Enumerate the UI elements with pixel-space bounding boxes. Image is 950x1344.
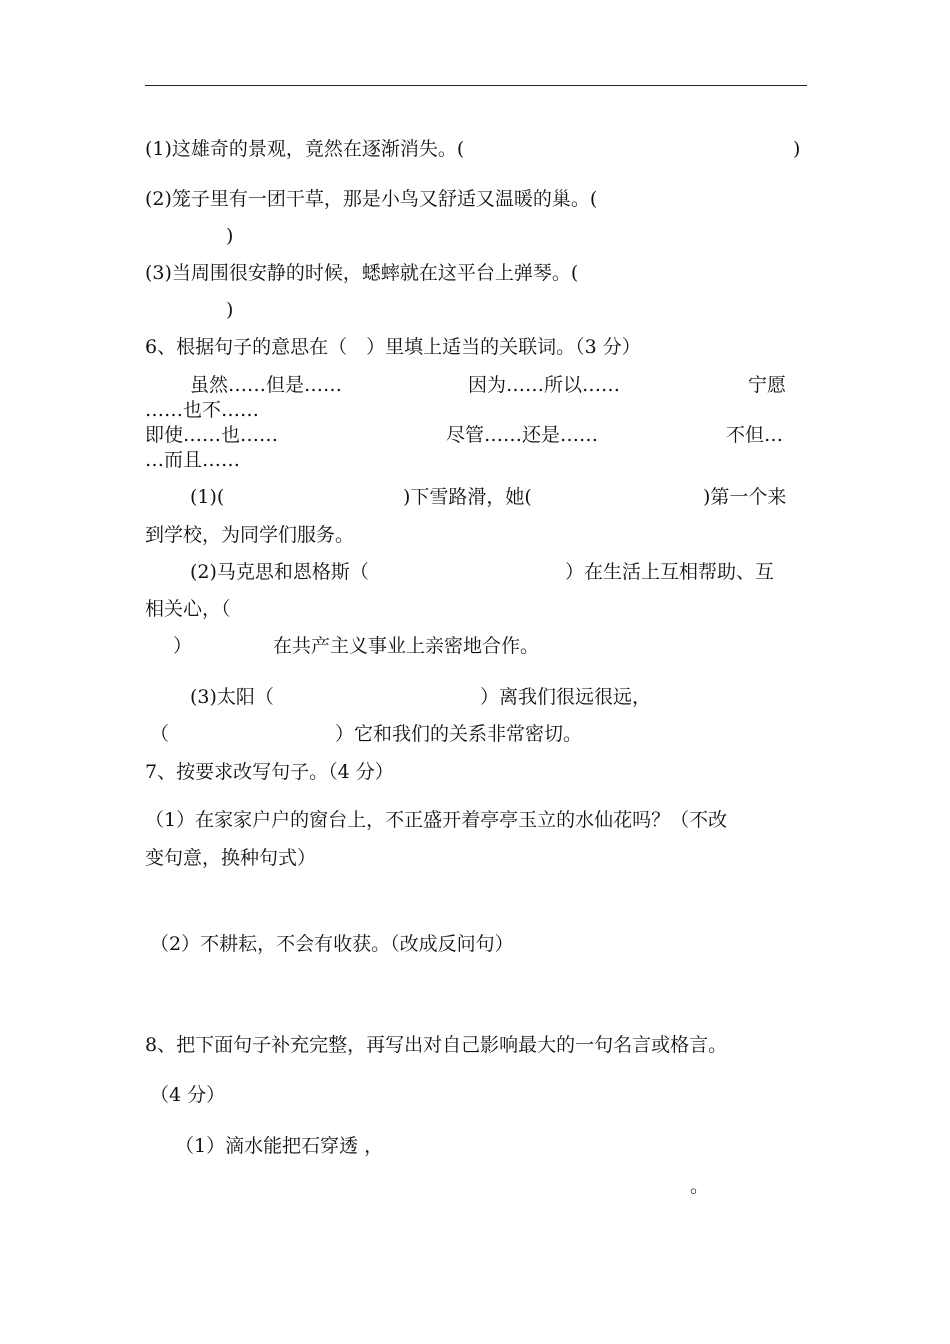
q5-item-1: (1)这雄奇的景观，竟然在逐渐消失。( (145, 138, 465, 160)
q5-item-1-close: ) (793, 138, 801, 160)
q6-sentence-3-end: ）它和我们的关系非常密切。 (335, 723, 583, 745)
q5-item-2: (2)笼子里有一团干草，那是小鸟又舒适又温暖的巢。( (145, 188, 598, 210)
q7-sentence-2: （2）不耕耘，不会有收获。（改成反问句） (150, 933, 514, 955)
q6-sentence-2-close: ） (173, 635, 193, 657)
q6-sentence-2-end: 在共产主义事业上亲密地合作。 (273, 635, 540, 657)
q6-option: 尽管……还是…… (446, 424, 599, 446)
q6-option-wrap: …而且…… (145, 449, 241, 471)
q5-item-2-close: ) (226, 225, 234, 247)
q5-item-3: (3)当周围很安静的时候，蟋蟀就在这平台上弹琴。( (145, 262, 579, 284)
q8-answer-period: 。 (690, 1175, 710, 1197)
top-divider (145, 85, 807, 86)
q6-sentence-1-end: )第一个来 (703, 486, 787, 508)
q8-sentence-1: （1）滴水能把石穿透 ， (175, 1135, 384, 1157)
q7-title: 7、按要求改写句子。（4 分） (145, 761, 394, 783)
q6-option: 虽然……但是…… (190, 374, 343, 396)
q7-sentence-1: （1）在家家户户的窗台上，不正盛开着亭亭玉立的水仙花吗？（不改 (145, 809, 728, 831)
q6-option: 即使……也…… (145, 424, 279, 446)
q6-sentence-3-mid: ）离我们很远很远， (480, 686, 652, 708)
q6-option: 宁愿 (748, 374, 787, 396)
q5-item-3-close: ) (226, 299, 234, 321)
q8-title: 8、把下面句子补充完整，再写出对自己影响最大的一句名言或格言。 (145, 1034, 728, 1056)
q6-sentence-1-start: (1)( (190, 486, 225, 508)
q7-sentence-1-line2: 变句意，换种句式） (145, 847, 317, 869)
q6-sentence-2-line2: 相关心，（ (145, 598, 231, 620)
q8-score: （4 分） (150, 1084, 226, 1106)
q6-option: 不但… (726, 424, 784, 446)
q6-sentence-2-start: (2)马克思和恩格斯（ (190, 561, 369, 583)
q6-sentence-3-open: （ (150, 723, 170, 745)
q6-option-wrap: ……也不…… (145, 399, 260, 421)
q6-sentence-1-line2: 到学校，为同学们服务。 (145, 524, 355, 546)
q6-sentence-2-mid: ）在生活上互相帮助、互 (565, 561, 775, 583)
q6-title: 6、根据句子的意思在（ ）里填上适当的关联词。（3 分） (145, 336, 641, 358)
q6-option: 因为……所以…… (468, 374, 621, 396)
q6-sentence-3-start: (3)太阳（ (190, 686, 274, 708)
q6-sentence-1-mid: )下雪路滑，她( (403, 486, 532, 508)
